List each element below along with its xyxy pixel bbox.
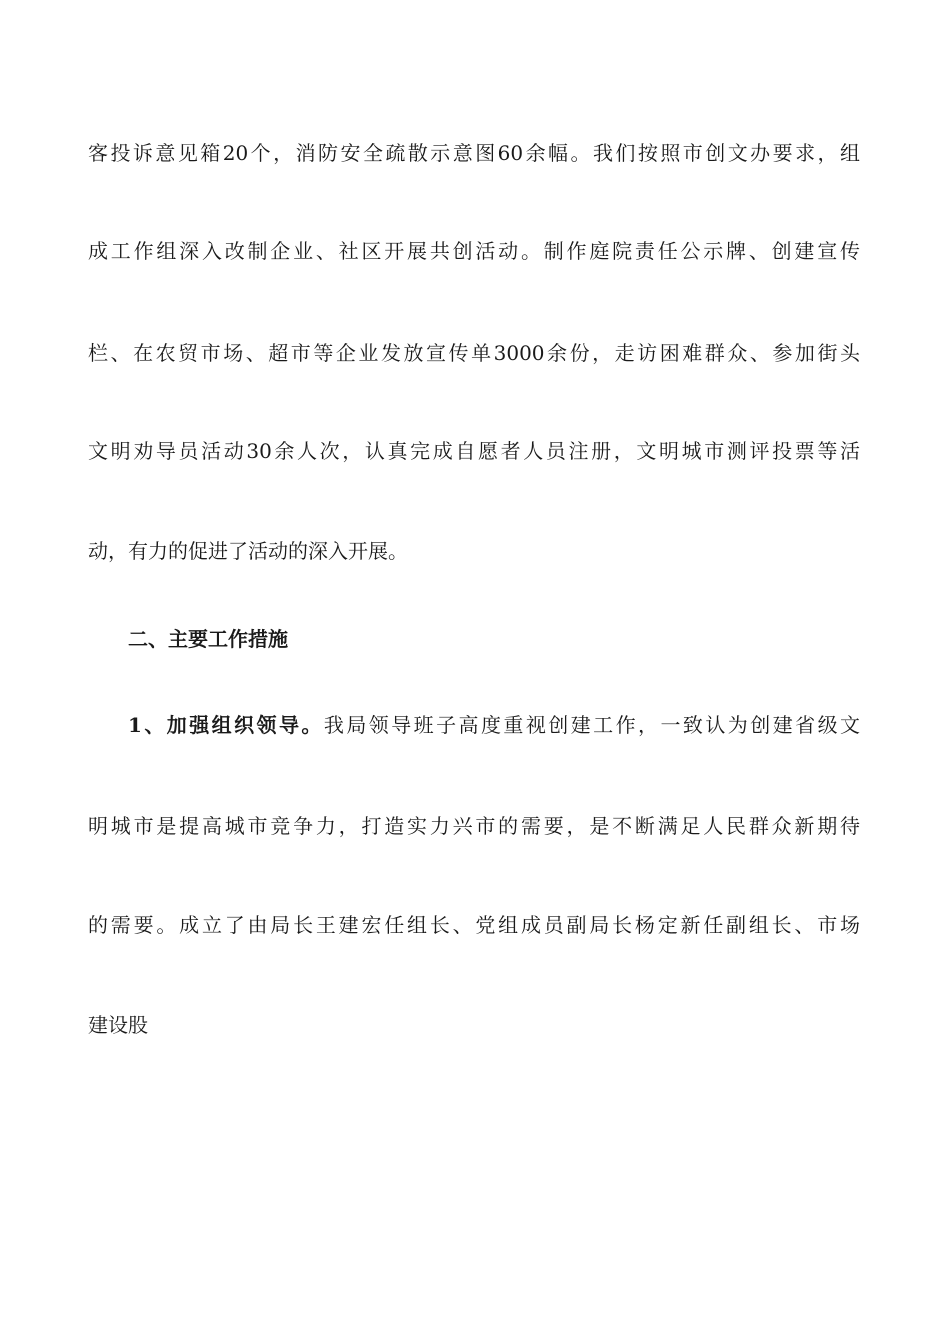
- paragraph-line: 的需要。成立了由局长王建宏任组长、党组成员副局长杨定新任副组长、市场: [88, 913, 860, 937]
- paragraph-line: 明城市是提高城市竞争力，打造实力兴市的需要，是不断满足人民群众新期待: [88, 814, 860, 838]
- paragraph-first-line: [128, 711, 860, 739]
- paragraph-first-line-text: 我局领导班子高度重视创建工作，一致认为创建省级文: [323, 713, 861, 737]
- paragraph-line: 文明劝导员活动30余人次，认真完成自愿者人员注册，文明城市测评投票等活: [88, 439, 860, 463]
- paragraph-line: 建设股: [88, 1013, 148, 1037]
- section-heading: 二、主要工作措施: [128, 627, 288, 651]
- paragraph-line: 客投诉意见箱20个，消防安全疏散示意图60余幅。我们按照市创文办要求，组: [88, 141, 860, 165]
- paragraph-line: 栏、在农贸市场、超市等企业发放宣传单3000余份，走访困难群众、参加街头: [88, 341, 860, 365]
- paragraph-line: 成工作组深入改制企业、社区开展共创活动。制作庭院责任公示牌、创建宣传: [88, 239, 860, 263]
- paragraph-lead-title: 1、加强组织领导。: [128, 713, 324, 737]
- paragraph-line: 动，有力的促进了活动的深入开展。: [88, 539, 408, 563]
